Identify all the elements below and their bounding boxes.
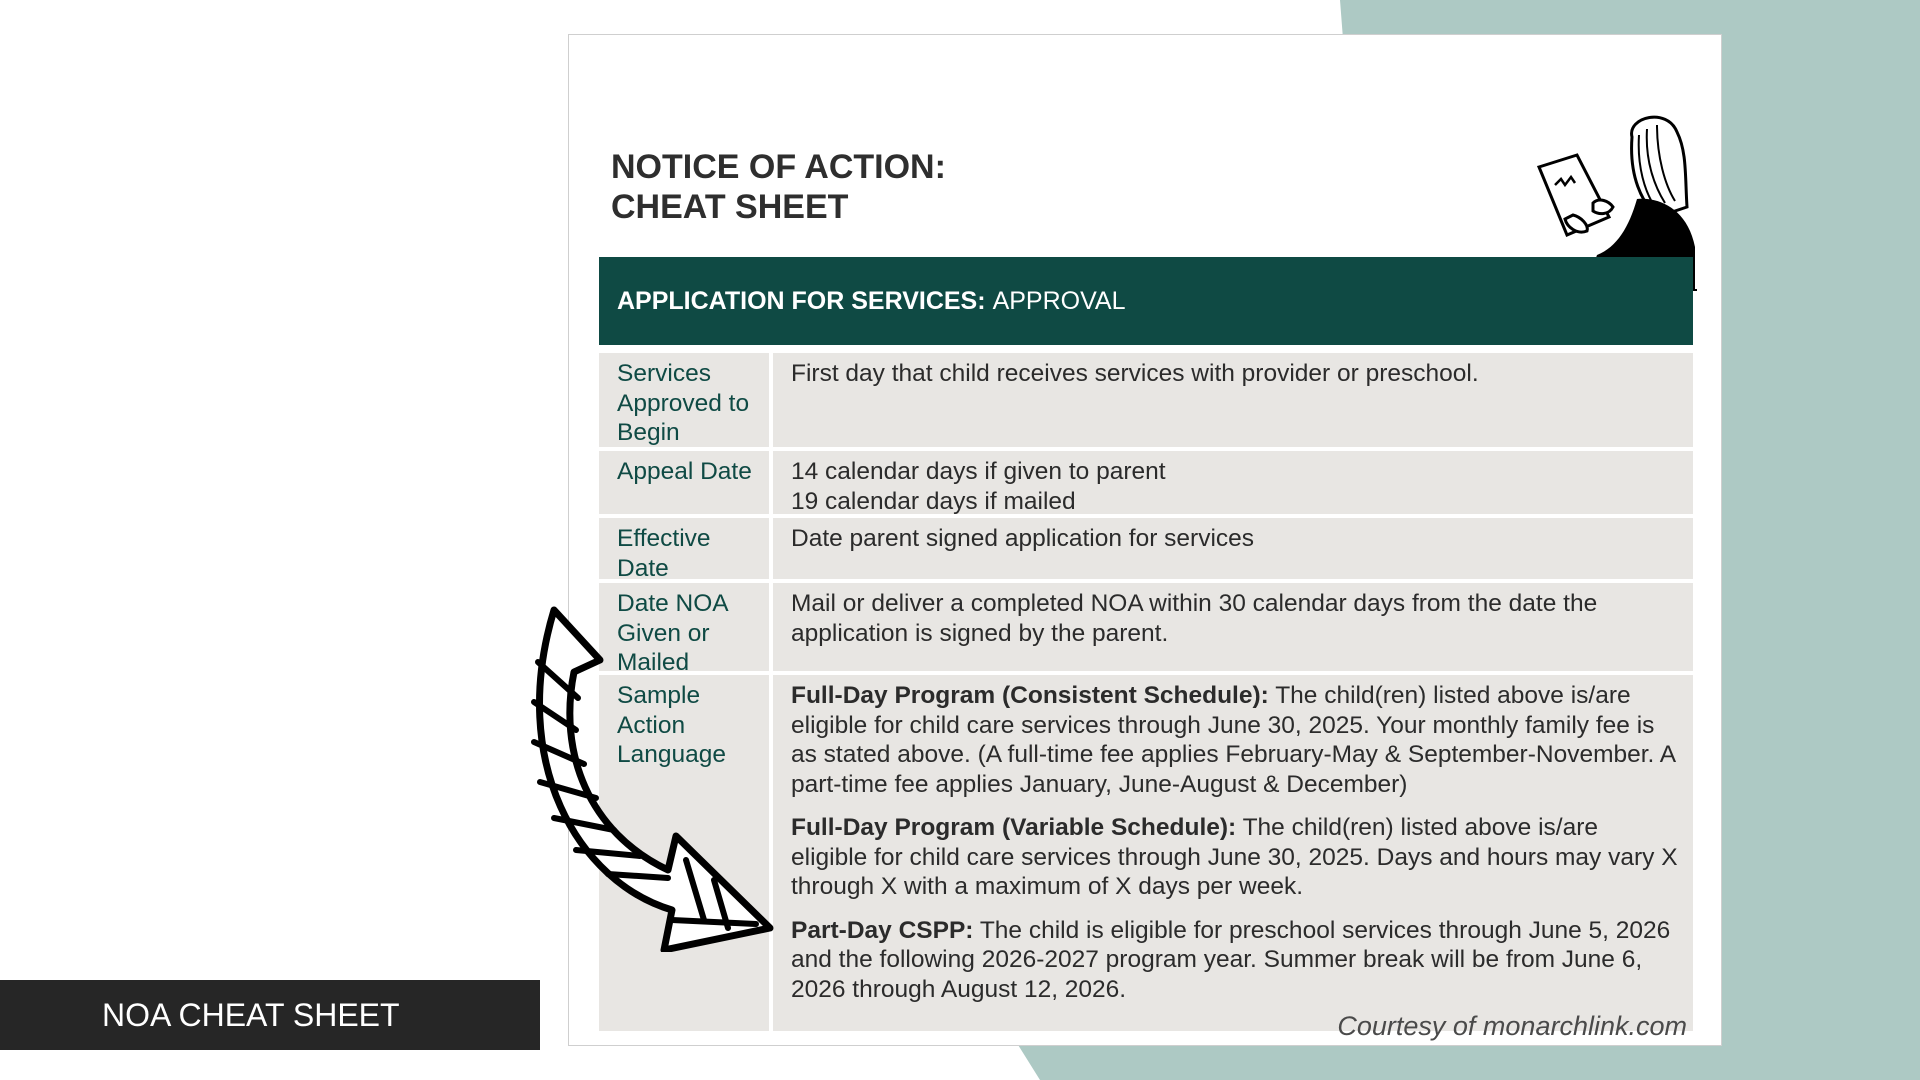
- value-line: First day that child receives services with provider or preschool.: [791, 360, 1479, 387]
- table-row: [599, 451, 1693, 514]
- value-line: Date parent signed application for services: [791, 525, 1255, 552]
- row-label: Sample Action Language: [599, 675, 773, 1031]
- row-label: Services Approved to Begin: [599, 353, 773, 447]
- paragraph-text: The child is eligible for preschool services through June 5, 2026 and the following 2026-2027 program year. Summer break will be from June 6, 2026 through August 12, 2026.: [791, 916, 1671, 1003]
- value-line: 19 calendar days if mailed: [791, 487, 1076, 515]
- curved-arrow-icon: [518, 602, 780, 952]
- caption-bar: [0, 980, 540, 1050]
- header-status: APPROVAL: [992, 286, 1126, 315]
- row-label: Date NOA Given or Mailed: [599, 583, 773, 671]
- caption-text: NOA CHEAT SHEET: [102, 996, 400, 1033]
- row-value: [773, 583, 1693, 671]
- paragraph-text: The child(ren) listed above is/are eligible for child care services through June 30, 2025. Your monthly family fee is as stated above. (A full-time fee applies February-May & September-November. A part-time fee applies January, June-August & December): [791, 682, 1675, 798]
- value-line: Mail or deliver a completed NOA within 30 calendar days from the date the application is signed by the parent.: [791, 590, 1598, 647]
- table-row: [599, 518, 1693, 582]
- row-label: Appeal Date: [599, 451, 773, 514]
- paragraph-heading: Part-Day CSPP:: [791, 916, 974, 944]
- sample-paragraph: [791, 813, 1679, 902]
- courtesy-credit: Courtesy of monarchlink.com: [1337, 1011, 1687, 1041]
- paragraph-heading: Full-Day Program (Consistent Schedule):: [791, 682, 1269, 709]
- row-value: [773, 675, 1693, 1031]
- sample-paragraph: [791, 681, 1679, 799]
- paragraph-heading: Full-Day Program (Variable Schedule):: [791, 814, 1237, 841]
- sheet-title-line2: CHEAT SHEET: [611, 188, 849, 226]
- sample-paragraph: [791, 916, 1679, 1005]
- table-row: [599, 353, 1693, 447]
- sheet-title: [611, 147, 946, 227]
- sheet-title-line1: NOTICE OF ACTION:: [611, 148, 946, 186]
- row-value: [773, 451, 1693, 514]
- row-value: [773, 518, 1693, 579]
- paragraph-text: The child(ren) listed above is/are eligible for child care services through June 30, 2025. Days and hours may vary X through X with a maximum of X days per week.: [791, 814, 1678, 900]
- value-line: 14 calendar days if given to parent: [791, 458, 1166, 485]
- row-value: [773, 353, 1693, 447]
- row-label: Effective Date: [599, 518, 773, 579]
- application-header-bar: [599, 257, 1693, 345]
- header-bold-label: APPLICATION FOR SERVICES:: [617, 286, 986, 315]
